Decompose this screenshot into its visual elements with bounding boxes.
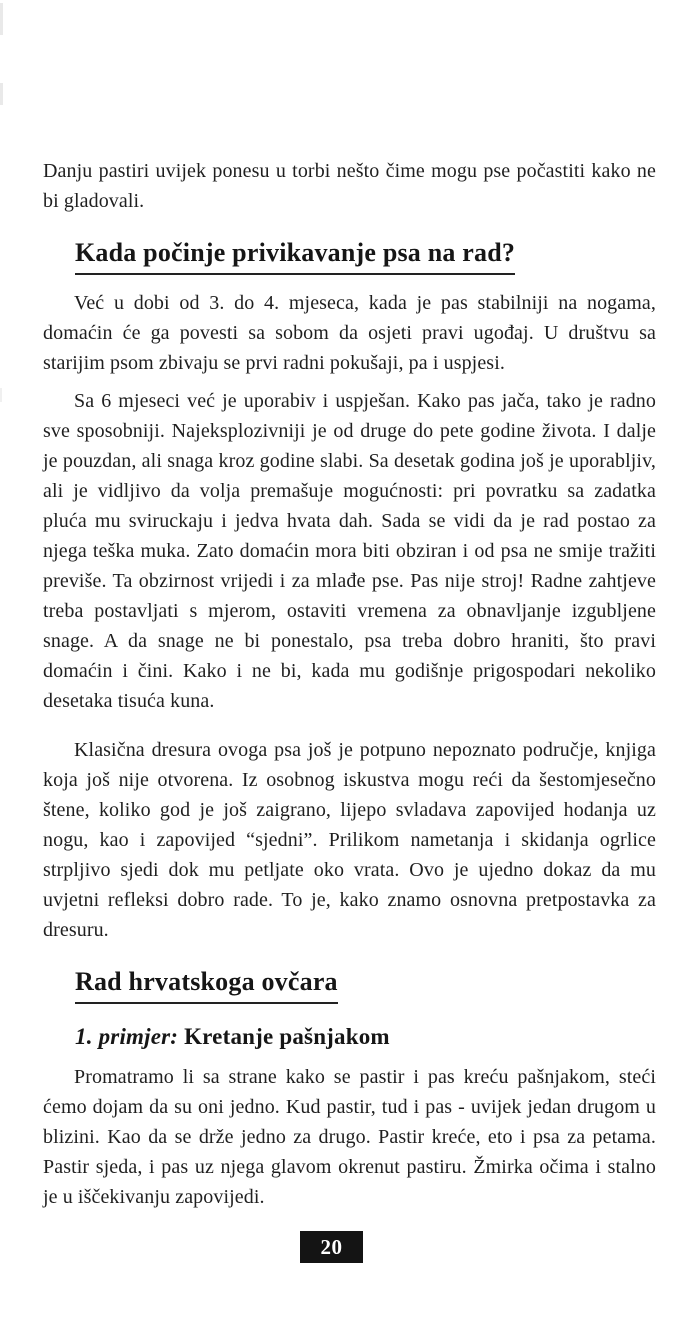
section-heading-privikavanje: Kada počinje privikavanje psa na rad? — [75, 238, 515, 275]
page-number: 20 — [320, 1234, 343, 1259]
scan-artifact — [0, 3, 3, 35]
paragraph-kretanje-pasnjakom: Promatramo li sa strane kako se pastir i pas kreću pašnjakom, steći ćemo dojam da su oni jedno. Kud pastir, tud i pas - uvijek jedan drugom u blizini. Kao da se drže jedno za drugo. Pastir kreće, eto i psa za petama. Pastir sjeda, i pas uz njega glavom okrenut pastiru. Žmirka očima i stalno je u iščekivanju zapovijedi. — [43, 1066, 656, 1208]
example-subheading — [75, 1024, 390, 1050]
paragraph-radna-sposobnost: Sa 6 mjeseci već je uporabiv i uspješan. Kako pas jača, tako je radno sve sposobniji. Najeksplozivniji je od druge do pete godine života. I dalje je pouzdan, ali snaga kroz godine slabi. Sa desetak godina još je uporabljiv, ali je vidljivo da volja premašuje mogućnosti: pri povratku sa zadatka pluća mu sviruckaju i jedva hvata dah. Sada se vidi da je rad postao za njega teška muka. Zato domaćin mora biti obziran i od psa ne smije tražiti previše. Ta obzirnost vrijedi i za mlađe pse. Pas nije stroj! Radne zahtjeve treba postavljati s mjerom, ostaviti vremena za obnavljanje izgubljene snage. A da snage ne bi ponestalo, psa treba dobro hraniti, što pravi domaćin i čini. Kako i ne bi, kada mu godišnje prigospodari nekoliko desetaka tisuća kuna. — [43, 390, 656, 712]
paragraph-dob-psa: Već u dobi od 3. do 4. mjeseca, kada je pas stabilniji na nogama, domaćin će ga povesti sa sobom da osjeti pravi ugođaj. U društvu sa starijim psom zbivaju se prvi radni pokušaji, pa i uspjesi. — [43, 292, 656, 374]
example-number-label: 1. primjer: — [75, 1024, 179, 1049]
scan-artifact — [0, 388, 2, 402]
paragraph-opening: Danju pastiri uvijek ponesu u torbi nešto čime mogu pse počastiti kako ne bi gladovali. — [43, 160, 656, 212]
example-title-label: Kretanje pašnjakom — [178, 1024, 390, 1049]
paragraph-klasicna-dresura: Klasična dresura ovoga psa još je potpuno nepoznato područje, knjiga koja još nije otvorena. Iz osobnog iskustva mogu reći da šestomjesečno štene, koliko god je još zaigrano, lijepo svladava zapovijed hodanja uz nogu, kao i zapovijed “sjedni”. Prilikom nametanja i skidanja ogrlice strpljivo sjedi dok mu petljate oko vrata. Ovo je ujedno dokaz da mu uvjetni refleksi dobro rade. To je, kako znamo osnovna pretpostavka za dresuru. — [43, 739, 656, 941]
section-heading-rad-ovcara: Rad hrvatskoga ovčara — [75, 967, 338, 1004]
scan-artifact — [0, 83, 3, 105]
page-number-badge — [300, 1231, 363, 1263]
